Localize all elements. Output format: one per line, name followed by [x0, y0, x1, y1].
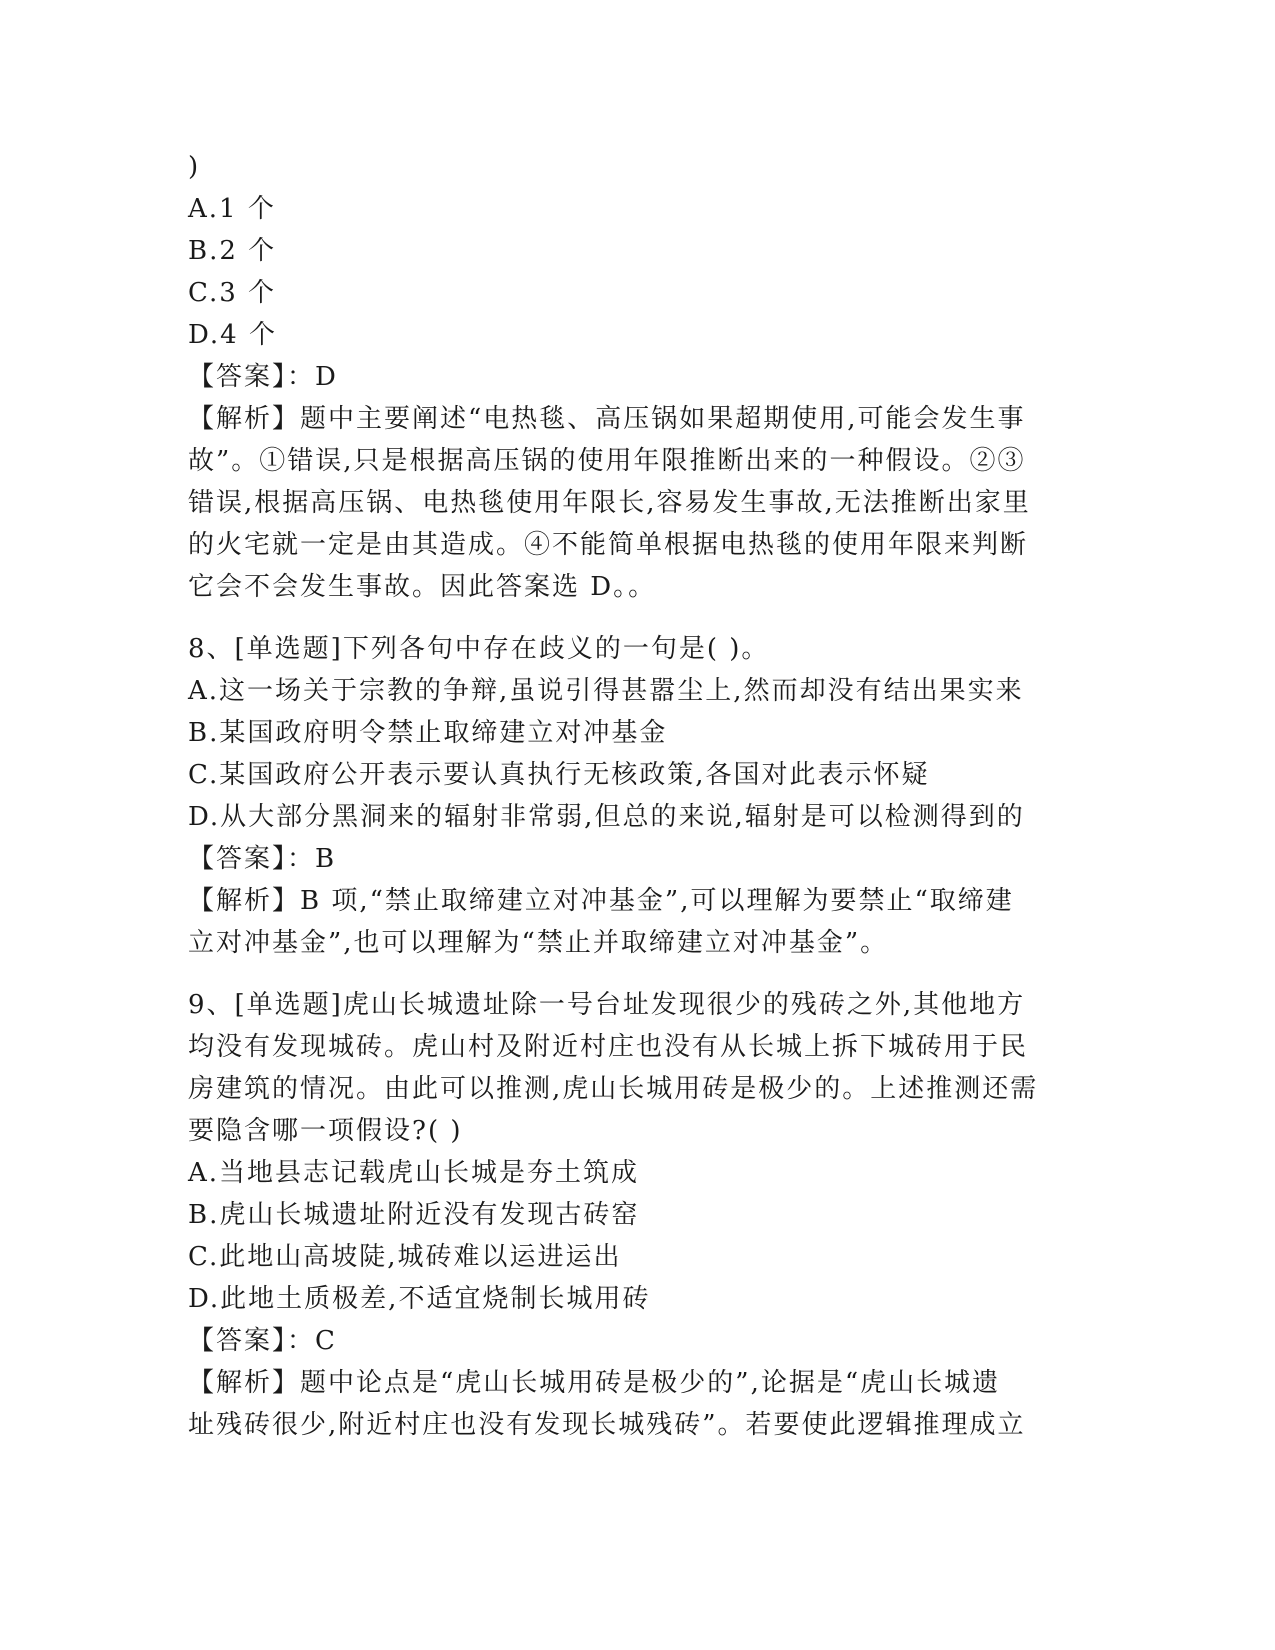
option-c: C.某国政府公开表示要认真执行无核政策,各国对此表示怀疑 [188, 760, 930, 790]
option-b: B.虎山长城遗址附近没有发现古砖窑 [188, 1200, 640, 1230]
question-stem-line: 要隐含哪一项假设?( ) [188, 1116, 463, 1146]
analysis-line: 错误,根据高压锅、电热毯使用年限长,容易发生事故,无法推断出家里 [188, 488, 1031, 518]
analysis-line: 【解析】B 项,“禁止取缔建立对冲基金”,可以理解为要禁止“取缔建 [188, 886, 1014, 916]
option-c: C.此地山高坡陡,城砖难以运进运出 [188, 1242, 622, 1272]
option-c: C.3 个 [188, 278, 277, 308]
option-d: D.4 个 [188, 320, 277, 350]
question-stem-line: 9、[单选题]虎山长城遗址除一号台址发现很少的残砖之外,其他地方 [188, 990, 1026, 1020]
question-spacer [188, 608, 1088, 628]
question-8 [188, 628, 1088, 964]
question-spacer [188, 964, 1088, 984]
question-stem-line: 房建筑的情况。由此可以推测,虎山长城用砖是极少的。上述推测还需 [188, 1074, 1039, 1104]
analysis-line: 故”。①错误,只是根据高压锅的使用年限推断出来的一种假设。②③ [188, 446, 1026, 476]
option-d: D.此地土质极差,不适宜烧制长城用砖 [188, 1284, 651, 1314]
option-b: B.2 个 [188, 236, 277, 266]
answer-line: 【答案】：B [188, 844, 337, 874]
option-a: A.1 个 [188, 194, 276, 224]
question-9 [188, 984, 1088, 1446]
analysis-line: 【解析】题中论点是“虎山长城用砖是极少的”,论据是“虎山长城遗 [188, 1368, 1001, 1398]
analysis-line: 【解析】题中主要阐述“电热毯、高压锅如果超期使用,可能会发生事 [188, 404, 1026, 434]
analysis-line: 它会不会发生事故。因此答案选 D。。 [188, 572, 657, 602]
option-d: D.从大部分黑洞来的辐射非常弱,但总的来说,辐射是可以检测得到的 [188, 802, 1025, 832]
question-stem-line: 均没有发现城砖。虎山村及附近村庄也没有从长城上拆下城砖用于民 [188, 1032, 1029, 1062]
page-content [188, 146, 1088, 1446]
option-a: A.这一场关于宗教的争辩,虽说引得甚嚣尘上,然而却没有结出果实来 [188, 676, 1024, 706]
option-b: B.某国政府明令禁止取缔建立对冲基金 [188, 718, 668, 748]
answer-line: 【答案】：C [188, 1326, 337, 1356]
analysis-line: 址残砖很少,附近村庄也没有发现长城残砖”。若要使此逻辑推理成立 [188, 1410, 1026, 1440]
analysis-line: 的火宅就一定是由其造成。④不能简单根据电热毯的使用年限来判断 [188, 530, 1029, 560]
answer-line: 【答案】：D [188, 362, 338, 392]
option-a: A.当地县志记载虎山长城是夯土筑成 [188, 1158, 640, 1188]
question-7-tail [188, 146, 1088, 608]
question-stem-line: ) [188, 152, 201, 182]
question-stem-line: 8、[单选题]下列各句中存在歧义的一句是( )。 [188, 634, 770, 664]
analysis-line: 立对冲基金”,也可以理解为“禁止并取缔建立对冲基金”。 [188, 928, 889, 958]
